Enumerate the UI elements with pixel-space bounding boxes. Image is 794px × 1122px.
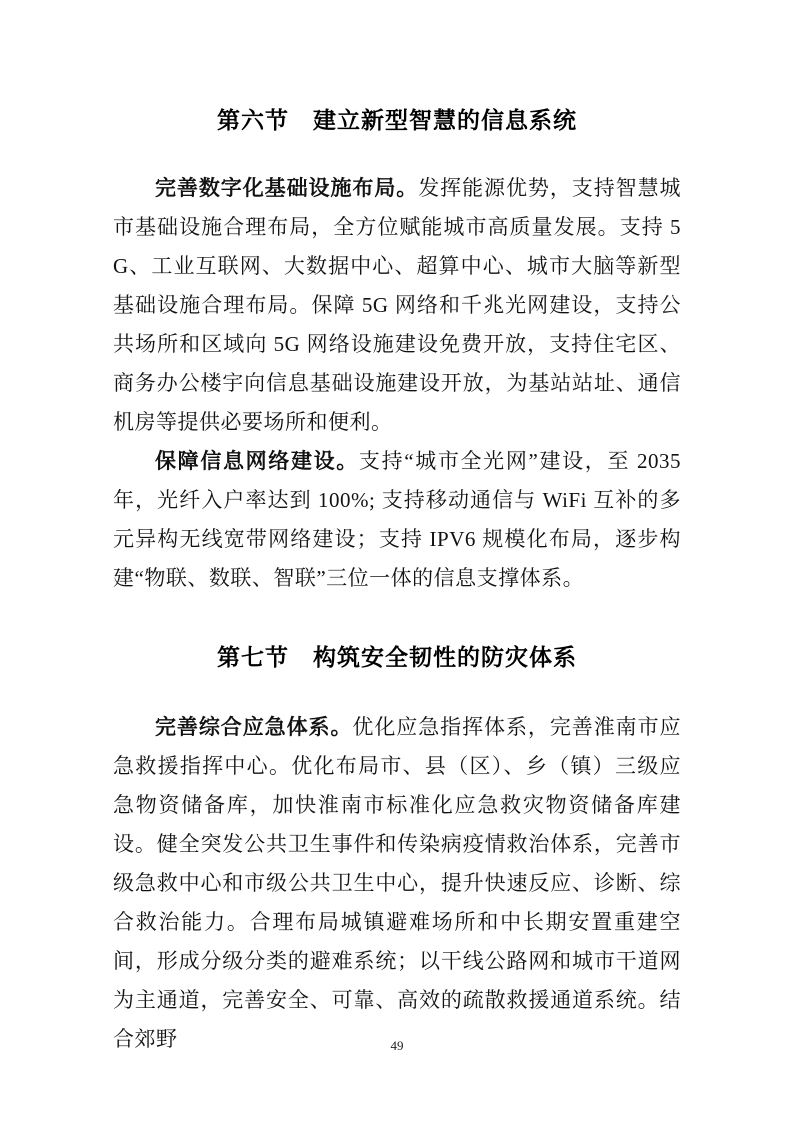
paragraph-text: 支持“城市全光网”建设，至 2035 年，光纤入户率达到 100%; 支持移动通信与 WiFi 互补的多元异构无线宽带网络建设；支持 IPV6 规模化布局，逐步构建“物联、数联、智联”三位一体的信息支撑体系。 [113, 449, 682, 590]
paragraph [113, 169, 681, 442]
paragraph-text: 优化应急指挥体系，完善淮南市应急救援指挥中心。优化布局市、县（区）、乡（镇）三级应急物资储备库，加快淮南市标准化应急救灾物资储备库建设。健全突发公共卫生事件和传染病疫情救治体系，完善市级急救中心和市级公共卫生中心，提升快速反应、诊断、综合救治能力。合理布局城镇避难场所和中长期安置重建空间，形成分级分类的避难系统；以干线公路网和城市干道网为主通道，完善安全、可靠、高效的疏散救援通道系统。结合郊野 [113, 715, 682, 1051]
paragraph-lead: 完善综合应急体系。 [155, 715, 353, 739]
page-number: 49 [390, 1038, 404, 1053]
paragraph [113, 708, 681, 1059]
paragraph-text: 发挥能源优势，支持智慧城市基础设施合理布局，全方位赋能城市高质量发展。支持 5G、工业互联网、大数据中心、超算中心、城市大脑等新型基础设施合理布局。保障 5G 网络和千兆光网建设，支持公共场所和区域向 5G 网络设施建设免费开放，支持住宅区、商务办公楼宇向信息基础设施建设开放，为基站站址、通信机房等提供必要场所和便利。 [113, 176, 682, 434]
paragraph-lead: 保障信息网络建设。 [155, 449, 359, 473]
paragraph [113, 442, 681, 598]
paragraph-lead: 完善数字化基础设施布局。 [155, 176, 419, 200]
text-column [113, 0, 681, 1059]
section-6-heading: 第六节 建立新型智慧的信息系统 [217, 107, 577, 133]
section-7-heading: 第七节 构筑安全韧性的防灾体系 [217, 644, 577, 670]
